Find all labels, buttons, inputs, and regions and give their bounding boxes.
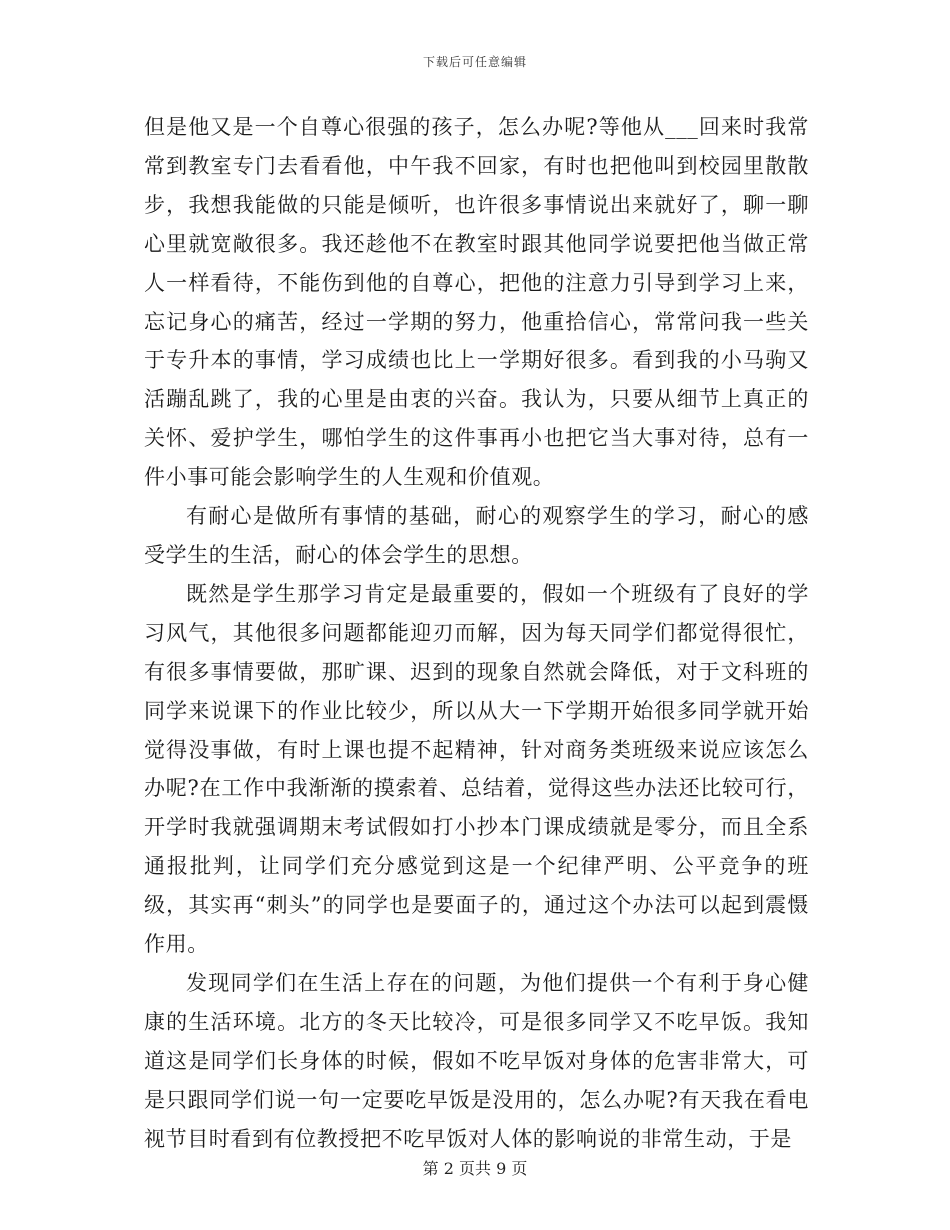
paragraph-3: 既然是学生那学习肯定是最重要的，假如一个班级有了良好的学习风气，其他很多问题都能迎刃而解，因为每天同学们都觉得很忙，有很多事情要做，那旷课、迟到的现象自然就会降低，对于文科班的同学来说课下的作业比较少，所以从大一下学期开始很多同学就开始觉得没事做，有时上课也提不起精神，针对商务类班级来说应该怎么办呢?在工作中我渐渐的摸索着、总结着，觉得这些办法还比较可行，开学时我就强调期末考试假如打小抄本门课成绩就是零分，而且全系通报批判，让同学们充分感觉到这是一个纪律严明、公平竞争的班级，其实再“刺头”的同学也是要面子的，通过这个办法可以起到震慑作用。	[144, 581, 809, 957]
paragraph-2: 有耐心是做所有事情的基础，耐心的观察学生的学习，耐心的感受学生的生活，耐心的体会学生的思想。	[144, 504, 809, 567]
header-note: 下载后可任意编辑	[422, 55, 527, 69]
page-number: 第 2 页共 9 页	[422, 1159, 528, 1178]
paragraph-4: 发现同学们在生活上存在的问题，为他们提供一个有利于身心健康的生活环境。北方的冬天比较冷，可是很多同学又不吃早饭。我知道这是同学们长身体的时候，假如不吃早饭对身体的危害非常大，可是只跟同学们说一句一定要吃早饭是没用的，怎么办呢?有天我在看电视节目时看到有位教授把不吃早饭对人体的影响说的非常生动，于是	[144, 970, 809, 1151]
paragraph-1: 但是他又是一个自尊心很强的孩子，怎么办呢?等他从___回来时我常常到教室专门去看看他，中午我不回家，有时也把他叫到校园里散散步，我想我能做的只能是倾听，也许很多事情说出来就好了，聊一聊心里就宽敞很多。我还趁他不在教室时跟其他同学说要把他当做正常人一样看待，不能伤到他的自尊心，把他的注意力引导到学习上来，忘记身心的痛苦，经过一学期的努力，他重拾信心，常常问我一些关于专升本的事情，学习成绩也比上一学期好很多。看到我的小马驹又活蹦乱跳了，我的心里是由衷的兴奋。我认为，只要从细节上真正的关怀、爱护学生，哪怕学生的这件事再小也把它当大事对待，总有一件小事可能会影响学生的人生观和价值观。	[144, 115, 809, 490]
document-body	[144, 108, 809, 1158]
